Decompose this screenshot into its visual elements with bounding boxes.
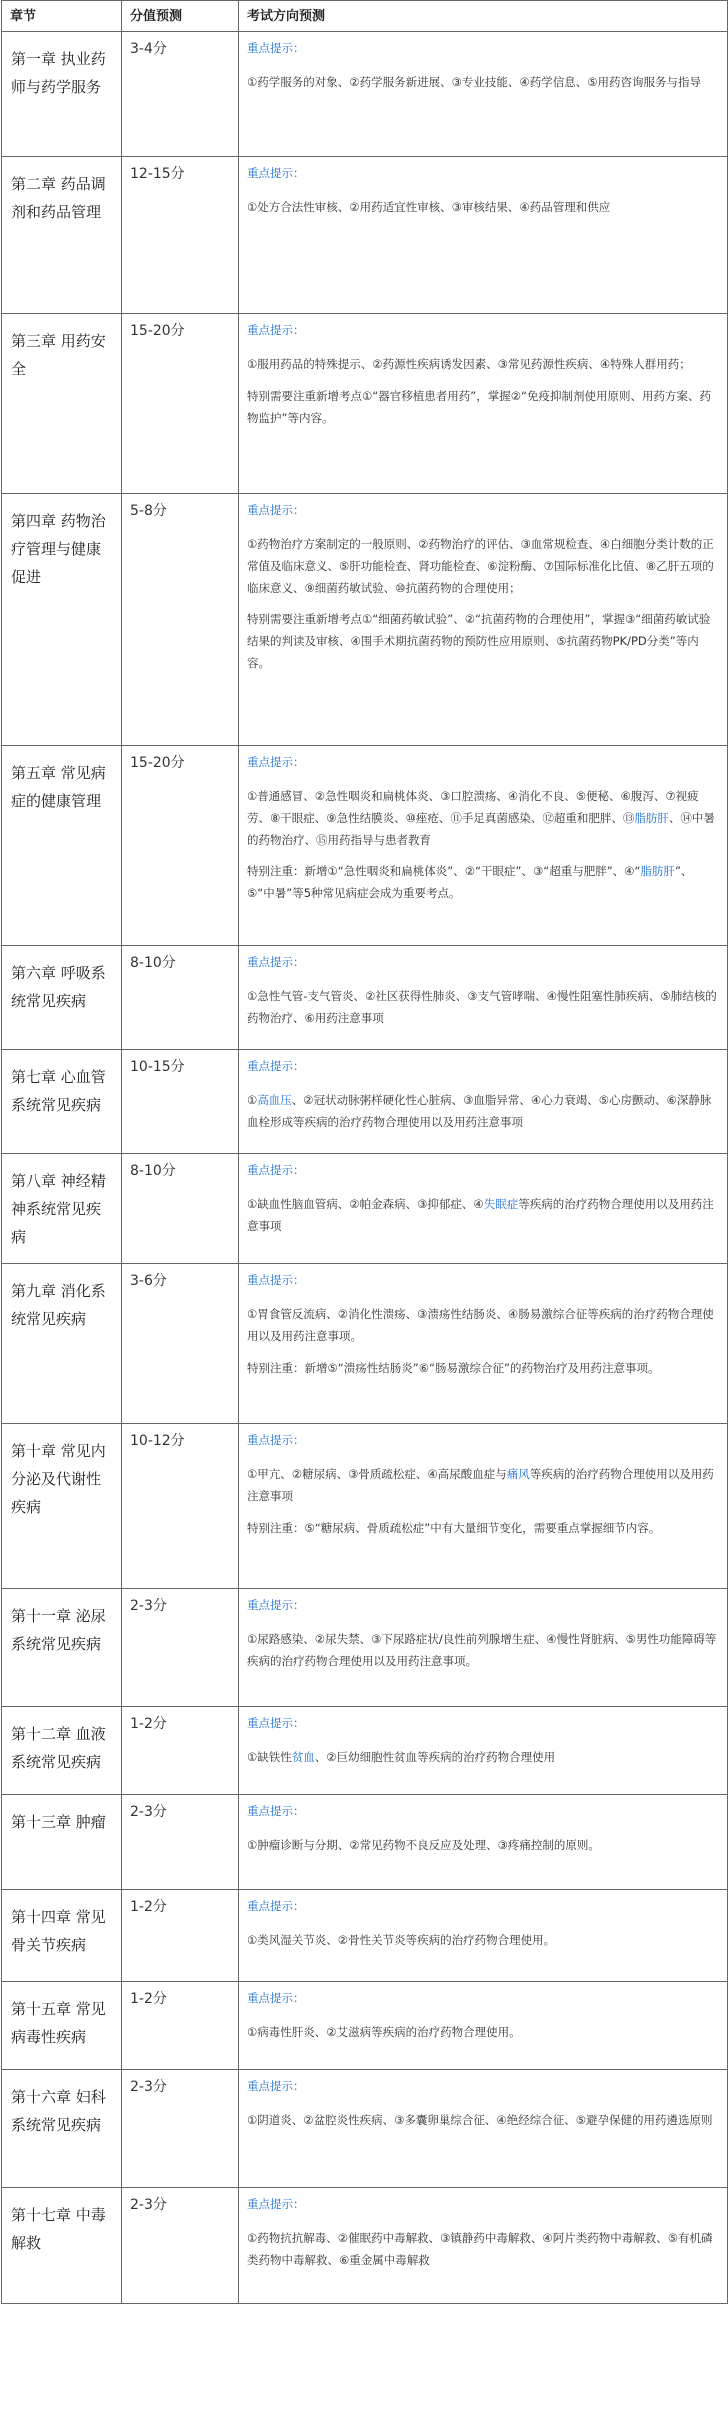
topic-text-part: ①缺血性脑血管病、②帕金森病、③抑郁症、④ xyxy=(247,1196,484,1211)
chapter-cell: 第十六章 妇科系统常见疾病 xyxy=(2,2070,122,2188)
topic-text: ①药物抗抗解毒、②催眠药中毒解救、③镇静药中毒解救、④阿片类药物中毒解救、⑤有机磷类药物中毒解救、⑥重金属中毒解救 xyxy=(247,2230,713,2267)
key-label: 重点提示： xyxy=(247,1433,305,1447)
key-label: 重点提示： xyxy=(247,755,305,769)
score-cell: 2-3分 xyxy=(122,1589,239,1707)
topic-text: ①处方合法性审核、②用药适宜性审核、③审核结果、④药品管理和供应 xyxy=(247,199,611,214)
topic-text: ①阴道炎、②盆腔炎性疾病、③多囊卵巢综合征、④绝经综合征、⑤避孕保健的用药遴选原则 xyxy=(247,2112,713,2127)
topics-cell xyxy=(239,1890,728,1982)
score-cell: 10-15分 xyxy=(122,1050,239,1154)
topic-text xyxy=(247,1194,719,1238)
table-row xyxy=(2,2188,728,2304)
chapter-cell: 第十五章 常见病毒性疾病 xyxy=(2,1982,122,2070)
topic-text: ①尿路感染、②尿失禁、③下尿路症状/良性前列腺增生症、④慢性肾脏病、⑤男性功能障碍等疾病的治疗药物合理使用以及用药注意事项。 xyxy=(247,1631,717,1668)
topics-cell xyxy=(239,2188,728,2304)
table-row xyxy=(2,1795,728,1890)
key-label: 重点提示： xyxy=(247,166,305,180)
score-cell: 3-4分 xyxy=(122,32,239,157)
table-body xyxy=(2,32,728,2304)
table-row xyxy=(2,32,728,157)
score-cell: 10-12分 xyxy=(122,1424,239,1589)
score-cell: 2-3分 xyxy=(122,2188,239,2304)
topics-cell xyxy=(239,1589,728,1707)
keyword-link-hypertension[interactable]: 高血压 xyxy=(257,1092,292,1107)
score-cell: 8-10分 xyxy=(122,946,239,1050)
exam-forecast-table xyxy=(1,0,728,2304)
topic-text-part: 、②巨幼细胞性贫血等疾病的治疗药物合理使用 xyxy=(314,1749,556,1764)
table-row xyxy=(2,1050,728,1154)
key-label: 重点提示： xyxy=(247,1059,305,1073)
topic-note: 特别需要注重新增考点①“细菌药敏试验”、②“抗菌药物的合理使用”，掌握③“细菌药敏试验结果的判读及审核、④围手术期抗菌药物的预防性应用原则、⑤抗菌药物PK/PD分类”等内容。 xyxy=(247,612,711,671)
topics-cell xyxy=(239,1795,728,1890)
key-label: 重点提示： xyxy=(247,503,305,517)
header-chapter: 章节 xyxy=(2,1,122,32)
topic-text: ①病毒性肝炎、②艾滋病等疾病的治疗药物合理使用。 xyxy=(247,2024,521,2039)
chapter-cell: 第十七章 中毒解救 xyxy=(2,2188,122,2304)
key-label: 重点提示： xyxy=(247,1716,305,1730)
topics-cell xyxy=(239,1707,728,1795)
key-label: 重点提示： xyxy=(247,1163,305,1177)
score-cell: 1-2分 xyxy=(122,1890,239,1982)
score-cell: 15-20分 xyxy=(122,314,239,494)
page xyxy=(1,0,727,2304)
key-label: 重点提示： xyxy=(247,1804,305,1818)
topic-text-part: ①普通感冒、②急性咽炎和扁桃体炎、③口腔溃疡、④消化不良、⑤便秘、⑥腹泻、⑦视疲劳、⑧干眼症、⑨急性结膜炎、⑩痤疮、⑪手足真菌感染、⑫超重和肥胖、⑬ xyxy=(247,788,699,825)
topics-cell xyxy=(239,2070,728,2188)
topic-text-part: 、②冠状动脉粥样硬化性心脏病、③血脂异常、④心力衰竭、⑤心房颤动、⑥深静脉血栓形成等疾病的治疗药物合理使用以及用药注意事项 xyxy=(247,1092,712,1129)
table-row xyxy=(2,1589,728,1707)
chapter-cell: 第二章 药品调剂和药品管理 xyxy=(2,157,122,314)
table-row xyxy=(2,1707,728,1795)
score-cell: 12-15分 xyxy=(122,157,239,314)
keyword-link-gout[interactable]: 痛风 xyxy=(506,1466,530,1481)
topic-text: ①急性气管-支气管炎、②社区获得性肺炎、③支气管哮喘、④慢性阻塞性肺疾病、⑤肺结核的药物治疗、⑥用药注意事项 xyxy=(247,988,717,1025)
score-cell: 1-2分 xyxy=(122,1982,239,2070)
table-row xyxy=(2,746,728,946)
score-cell: 8-10分 xyxy=(122,1154,239,1264)
topics-cell xyxy=(239,32,728,157)
topic-text xyxy=(247,1464,719,1508)
score-cell: 3-6分 xyxy=(122,1264,239,1424)
score-cell: 2-3分 xyxy=(122,1795,239,1890)
chapter-cell: 第十二章 血液系统常见疾病 xyxy=(2,1707,122,1795)
topics-cell xyxy=(239,746,728,946)
table-row xyxy=(2,494,728,746)
chapter-cell: 第三章 用药安全 xyxy=(2,314,122,494)
chapter-cell: 第九章 消化系统常见疾病 xyxy=(2,1264,122,1424)
score-cell: 5-8分 xyxy=(122,494,239,746)
table-row xyxy=(2,1982,728,2070)
topics-cell xyxy=(239,157,728,314)
score-cell: 15-20分 xyxy=(122,746,239,946)
key-label: 重点提示： xyxy=(247,1991,305,2005)
topic-note: 特别注重：新增⑤“溃疡性结肠炎”⑥“肠易激综合征”的药物治疗及用药注意事项。 xyxy=(247,1360,660,1375)
topic-text: ①类风湿关节炎、②骨性关节炎等疾病的治疗药物合理使用。 xyxy=(247,1932,556,1947)
key-label: 重点提示： xyxy=(247,323,305,337)
table-row xyxy=(2,1264,728,1424)
topic-text-part: 、⑭中暑的药物治疗、⑮用药指导与患者教育 xyxy=(247,810,715,847)
topic-note: 特别需要注重新增考点①“器官移植患者用药”，掌握②“免疫抑制剂使用原则、用药方案、药物监护”等内容。 xyxy=(247,388,711,425)
topics-cell xyxy=(239,1050,728,1154)
table-row xyxy=(2,157,728,314)
key-label: 重点提示： xyxy=(247,955,305,969)
keyword-link-insomnia[interactable]: 失眠症 xyxy=(483,1196,519,1211)
table-row xyxy=(2,1154,728,1264)
table-row xyxy=(2,1424,728,1589)
key-label: 重点提示： xyxy=(247,2197,305,2211)
chapter-cell: 第五章 常见病症的健康管理 xyxy=(2,746,122,946)
topics-cell xyxy=(239,1264,728,1424)
topic-text-part: ①缺铁性 xyxy=(247,1749,292,1764)
header-topics: 考试方向预测 xyxy=(239,1,728,32)
chapter-cell: 第十章 常见内分泌及代谢性疾病 xyxy=(2,1424,122,1589)
chapter-cell: 第十一章 泌尿系统常见疾病 xyxy=(2,1589,122,1707)
topic-text: ①服用药品的特殊提示、②药源性疾病诱发因素、③常见药源性疾病、④特殊人群用药； xyxy=(247,356,691,371)
topic-note-part: ”、⑤“中暑”等5种常见病症会成为重要考点。 xyxy=(247,864,693,901)
table-row xyxy=(2,2070,728,2188)
key-label: 重点提示： xyxy=(247,1899,305,1913)
key-label: 重点提示： xyxy=(247,41,305,55)
chapter-cell: 第四章 药物治疗管理与健康促进 xyxy=(2,494,122,746)
topics-cell xyxy=(239,946,728,1050)
topic-text: ①药物治疗方案制定的一般原则、②药物治疗的评估、③血常规检查、④白细胞分类计数的正常值及临床意义、⑤肝功能检查、肾功能检查、⑥淀粉酶、⑦国际标准化比值、⑧乙肝五项的临床意义、⑨细菌药敏试验、⑩抗菌药物的合理使用； xyxy=(247,536,714,595)
topics-cell xyxy=(239,314,728,494)
topic-note xyxy=(247,861,719,905)
table-header-row xyxy=(2,1,728,32)
topic-text: ①肿瘤诊断与分期、②常见药物不良反应及处理、③疼痛控制的原则。 xyxy=(247,1837,600,1852)
keyword-link-fatty-liver[interactable]: 脂肪肝 xyxy=(634,810,669,825)
chapter-cell: 第七章 心血管系统常见疾病 xyxy=(2,1050,122,1154)
key-label: 重点提示： xyxy=(247,1598,305,1612)
topic-text xyxy=(247,1090,719,1134)
key-label: 重点提示： xyxy=(247,1273,305,1287)
keyword-link-anemia[interactable]: 贫血 xyxy=(291,1749,315,1764)
key-label: 重点提示： xyxy=(247,2079,305,2093)
topics-cell xyxy=(239,494,728,746)
chapter-cell: 第十四章 常见骨关节疾病 xyxy=(2,1890,122,1982)
topic-text-part: 等疾病的治疗药物合理使用以及用药注意事项 xyxy=(247,1196,714,1233)
chapter-cell: 第十三章 肿瘤 xyxy=(2,1795,122,1890)
topic-text-part: ① xyxy=(247,1092,258,1107)
topic-note: 特别注重：⑤“糖尿病、骨质疏松症”中有大量细节变化，需要重点掌握细节内容。 xyxy=(247,1520,661,1535)
topics-cell xyxy=(239,1154,728,1264)
score-cell: 2-3分 xyxy=(122,2070,239,2188)
header-score: 分值预测 xyxy=(122,1,239,32)
score-cell: 1-2分 xyxy=(122,1707,239,1795)
table-row xyxy=(2,1890,728,1982)
table-row xyxy=(2,314,728,494)
topic-text-part: ①甲亢、②糖尿病、③骨质疏松症、④高尿酸血症与 xyxy=(247,1466,507,1481)
topic-text xyxy=(247,1747,719,1769)
chapter-cell: 第八章 神经精神系统常见疾病 xyxy=(2,1154,122,1264)
keyword-link-fatty-liver[interactable]: 脂肪肝 xyxy=(640,864,675,879)
topics-cell xyxy=(239,1424,728,1589)
topic-text: ①药学服务的对象、②药学服务新进展、③专业技能、④药学信息、⑤用药咨询服务与指导 xyxy=(247,74,702,89)
topic-text: ①胃食管反流病、②消化性溃疡、③溃疡性结肠炎、④肠易激综合征等疾病的治疗药物合理使用以及用药注意事项。 xyxy=(247,1306,714,1343)
topics-cell xyxy=(239,1982,728,2070)
topic-note-part: 特别注重：新增①“急性咽炎和扁桃体炎”、②“干眼症”、③“超重与肥胖”、④“ xyxy=(247,864,641,879)
topic-text xyxy=(247,786,719,852)
chapter-cell: 第一章 执业药师与药学服务 xyxy=(2,32,122,157)
chapter-cell: 第六章 呼吸系统常见疾病 xyxy=(2,946,122,1050)
table-row xyxy=(2,946,728,1050)
topic-text-part: 等疾病的治疗药物合理使用以及用药注意事项 xyxy=(247,1466,714,1503)
